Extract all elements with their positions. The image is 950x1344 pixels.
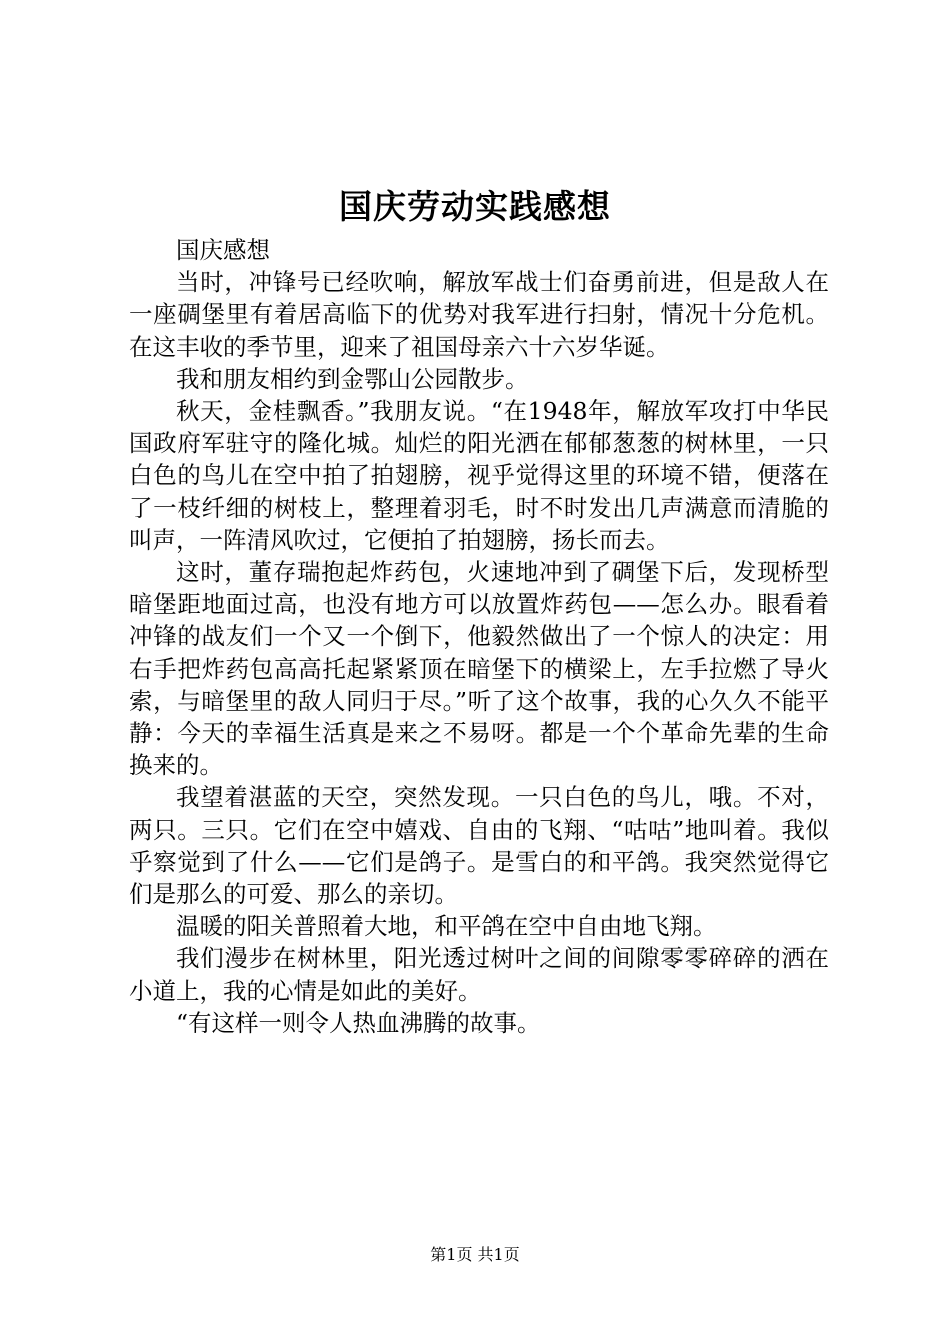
paragraph: 温暖的阳关普照着大地，和平鸽在空中自由地飞翔。 bbox=[176, 912, 717, 941]
paragraph: 当时，冲锋号已经吹响，解放军战士们奋勇前进，但是敌人在一座碉堡里有着居高临下的优势对我军进行扫射，情况十分危机。在这丰收的季节里，迎来了祖国母亲六十六岁华诞。 bbox=[129, 268, 829, 361]
paragraph: 秋天，金桂飘香。”我朋友说。“在1948年，解放军攻打中华民国政府军驻守的隆化城。灿烂的阳光洒在郁郁葱葱的树林里，一只白色的鸟儿在空中拍了拍翅膀，视乎觉得这里的环境不错，便落在了一枝纤细的树枝上，整理着羽毛，时不时发出几声满意而清脆的叫声，一阵清风吹过，它便拍了拍翅膀，扬长而去。 bbox=[129, 397, 829, 554]
document-body bbox=[129, 234, 829, 1039]
paragraph: 这时，董存瑞抱起炸药包，火速地冲到了碉堡下后，发现桥型暗堡距地面过高，也没有地方可以放置炸药包——怎么办。眼看着冲锋的战友们一个又一个倒下，他毅然做出了一个惊人的决定：用右手把炸药包高高托起紧紧顶在暗堡下的横梁上，左手拉燃了导火索，与暗堡里的敌人同归于尽。”听了这个故事，我的心久久不能平静：今天的幸福生活真是来之不易呀。都是一个个革命先辈的生命换来的。 bbox=[129, 558, 829, 780]
page-footer: 第1页 共1页 bbox=[430, 1245, 520, 1264]
paragraph-subtitle: 国庆感想 bbox=[176, 236, 270, 264]
paragraph: 我望着湛蓝的天空，突然发现。一只白色的鸟儿，哦。不对，两只。三只。它们在空中嬉戏、自由的飞翔、“咕咕”地叫着。我似乎察觉到了什么——它们是鸽子。是雪白的和平鸽。我突然觉得它们是那么的可爱、那么的亲切。 bbox=[129, 783, 829, 909]
paragraph: “有这样一则令人热血沸腾的故事。 bbox=[176, 1008, 541, 1037]
document-title: 国庆劳动实践感想 bbox=[339, 187, 611, 226]
paragraph: 我和朋友相约到金鄂山公园散步。 bbox=[176, 364, 529, 393]
paragraph: 我们漫步在树林里，阳光透过树叶之间的间隙零零碎碎的洒在小道上，我的心情是如此的美好。 bbox=[129, 944, 829, 1005]
